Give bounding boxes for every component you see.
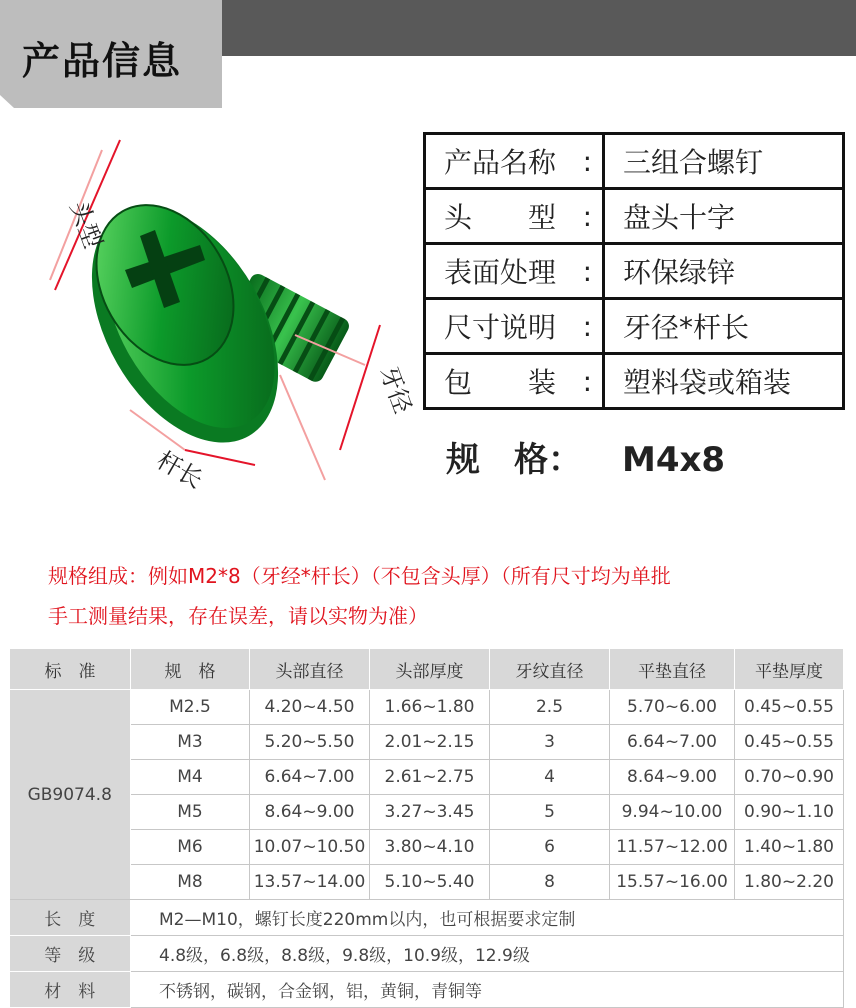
table-cell: 5 bbox=[490, 795, 610, 830]
table-cell: 10.07~10.50 bbox=[250, 830, 370, 865]
table-cell: 6.64~7.00 bbox=[250, 760, 370, 795]
table-cell: 1.40~1.80 bbox=[735, 830, 844, 865]
spec-key: 产品名称 bbox=[444, 146, 557, 179]
table-cell: 0.45~0.55 bbox=[735, 690, 844, 725]
table-row bbox=[10, 865, 844, 900]
table-cell: 1.80~2.20 bbox=[735, 865, 844, 900]
table-cell: 0.90~1.10 bbox=[735, 795, 844, 830]
table-cell: 3 bbox=[490, 725, 610, 760]
spec-colon: : bbox=[582, 145, 592, 178]
spec-key: 表面处理 bbox=[444, 256, 557, 289]
table-cell: M6 bbox=[131, 830, 250, 865]
size-value: M4x8 bbox=[622, 440, 726, 480]
row-value: M2—M10，螺钉长度220mm以内，也可根据要求定制 bbox=[131, 900, 844, 936]
table-cell: 6.64~7.00 bbox=[610, 725, 735, 760]
spec-note-line-1: 规格组成：例如M2*8（牙经*杆长）（不包含头厚）（所有尺寸均为单批 bbox=[48, 564, 671, 588]
standard-cell: GB9074.8 bbox=[10, 690, 131, 900]
dimension-table bbox=[9, 648, 844, 1008]
column-header: 平垫直径 bbox=[610, 649, 735, 690]
spec-value: 环保绿锌 bbox=[604, 244, 844, 299]
table-cell: 2.61~2.75 bbox=[370, 760, 490, 795]
table-cell: 13.57~14.00 bbox=[250, 865, 370, 900]
spec-value: 三组合螺钉 bbox=[604, 134, 844, 189]
table-cell: 9.94~10.00 bbox=[610, 795, 735, 830]
row-label: 材 料 bbox=[10, 972, 131, 1008]
column-header: 平垫厚度 bbox=[735, 649, 844, 690]
table-footer-row bbox=[10, 972, 844, 1008]
table-cell: 4 bbox=[490, 760, 610, 795]
spec-colon: : bbox=[582, 200, 592, 233]
spec-colon: : bbox=[582, 365, 592, 398]
table-cell: 0.45~0.55 bbox=[735, 725, 844, 760]
spec-value: 盘头十字 bbox=[604, 189, 844, 244]
column-header: 头部厚度 bbox=[370, 649, 490, 690]
table-row bbox=[10, 795, 844, 830]
size-label: 规 格： bbox=[446, 440, 582, 480]
table-header-row bbox=[10, 649, 844, 690]
table-cell: 3.80~4.10 bbox=[370, 830, 490, 865]
column-header: 规 格 bbox=[131, 649, 250, 690]
spec-value: 牙径*杆长 bbox=[604, 299, 844, 354]
table-row bbox=[10, 830, 844, 865]
spec-row bbox=[425, 354, 844, 409]
spec-key: 头 型 bbox=[444, 201, 557, 234]
column-header: 头部直径 bbox=[250, 649, 370, 690]
table-cell: 0.70~0.90 bbox=[735, 760, 844, 795]
table-cell: 8 bbox=[490, 865, 610, 900]
row-value: 不锈钢，碳钢，合金钢，铝，黄铜，青铜等 bbox=[131, 972, 844, 1008]
table-cell: 4.20~4.50 bbox=[250, 690, 370, 725]
table-cell: 11.57~12.00 bbox=[610, 830, 735, 865]
table-footer-row bbox=[10, 936, 844, 972]
spec-row bbox=[425, 244, 844, 299]
spec-row bbox=[425, 134, 844, 189]
row-label: 等 级 bbox=[10, 936, 131, 972]
table-cell: 2.5 bbox=[490, 690, 610, 725]
row-label: 长 度 bbox=[10, 900, 131, 936]
page-title: 产品信息 bbox=[22, 39, 183, 83]
product-spec-table bbox=[423, 132, 845, 410]
table-row bbox=[10, 690, 844, 725]
row-value: 4.8级，6.8级，8.8级，9.8级，10.9级，12.9级 bbox=[131, 936, 844, 972]
table-cell: 15.57~16.00 bbox=[610, 865, 735, 900]
spec-colon: : bbox=[582, 310, 592, 343]
spec-value: 塑料袋或箱装 bbox=[604, 354, 844, 409]
spec-colon: : bbox=[582, 255, 592, 288]
table-cell: 6 bbox=[490, 830, 610, 865]
spec-note-line-2: 手工测量结果，存在误差，请以实物为准） bbox=[48, 604, 428, 628]
table-cell: M5 bbox=[131, 795, 250, 830]
table-cell: 5.70~6.00 bbox=[610, 690, 735, 725]
table-cell: M4 bbox=[131, 760, 250, 795]
table-cell: 8.64~9.00 bbox=[250, 795, 370, 830]
table-cell: M2.5 bbox=[131, 690, 250, 725]
table-footer-row bbox=[10, 900, 844, 936]
table-cell: 5.10~5.40 bbox=[370, 865, 490, 900]
table-cell: 1.66~1.80 bbox=[370, 690, 490, 725]
spec-row bbox=[425, 189, 844, 244]
spec-row bbox=[425, 299, 844, 354]
spec-key: 包 装 bbox=[444, 366, 557, 399]
column-header: 牙纹直径 bbox=[490, 649, 610, 690]
column-header: 标 准 bbox=[10, 649, 131, 690]
head-dimension-label: 头型 bbox=[64, 197, 108, 253]
spec-key: 尺寸说明 bbox=[444, 311, 557, 344]
length-dimension-label: 杆长 bbox=[152, 445, 208, 495]
table-row bbox=[10, 725, 844, 760]
table-cell: 5.20~5.50 bbox=[250, 725, 370, 760]
table-cell: 2.01~2.15 bbox=[370, 725, 490, 760]
table-cell: 8.64~9.00 bbox=[610, 760, 735, 795]
table-cell: M3 bbox=[131, 725, 250, 760]
table-row bbox=[10, 760, 844, 795]
thread-dimension-label: 牙径 bbox=[374, 362, 418, 418]
table-cell: M8 bbox=[131, 865, 250, 900]
size-spec bbox=[446, 432, 725, 481]
table-cell: 3.27~3.45 bbox=[370, 795, 490, 830]
screw-illustration bbox=[40, 120, 418, 500]
